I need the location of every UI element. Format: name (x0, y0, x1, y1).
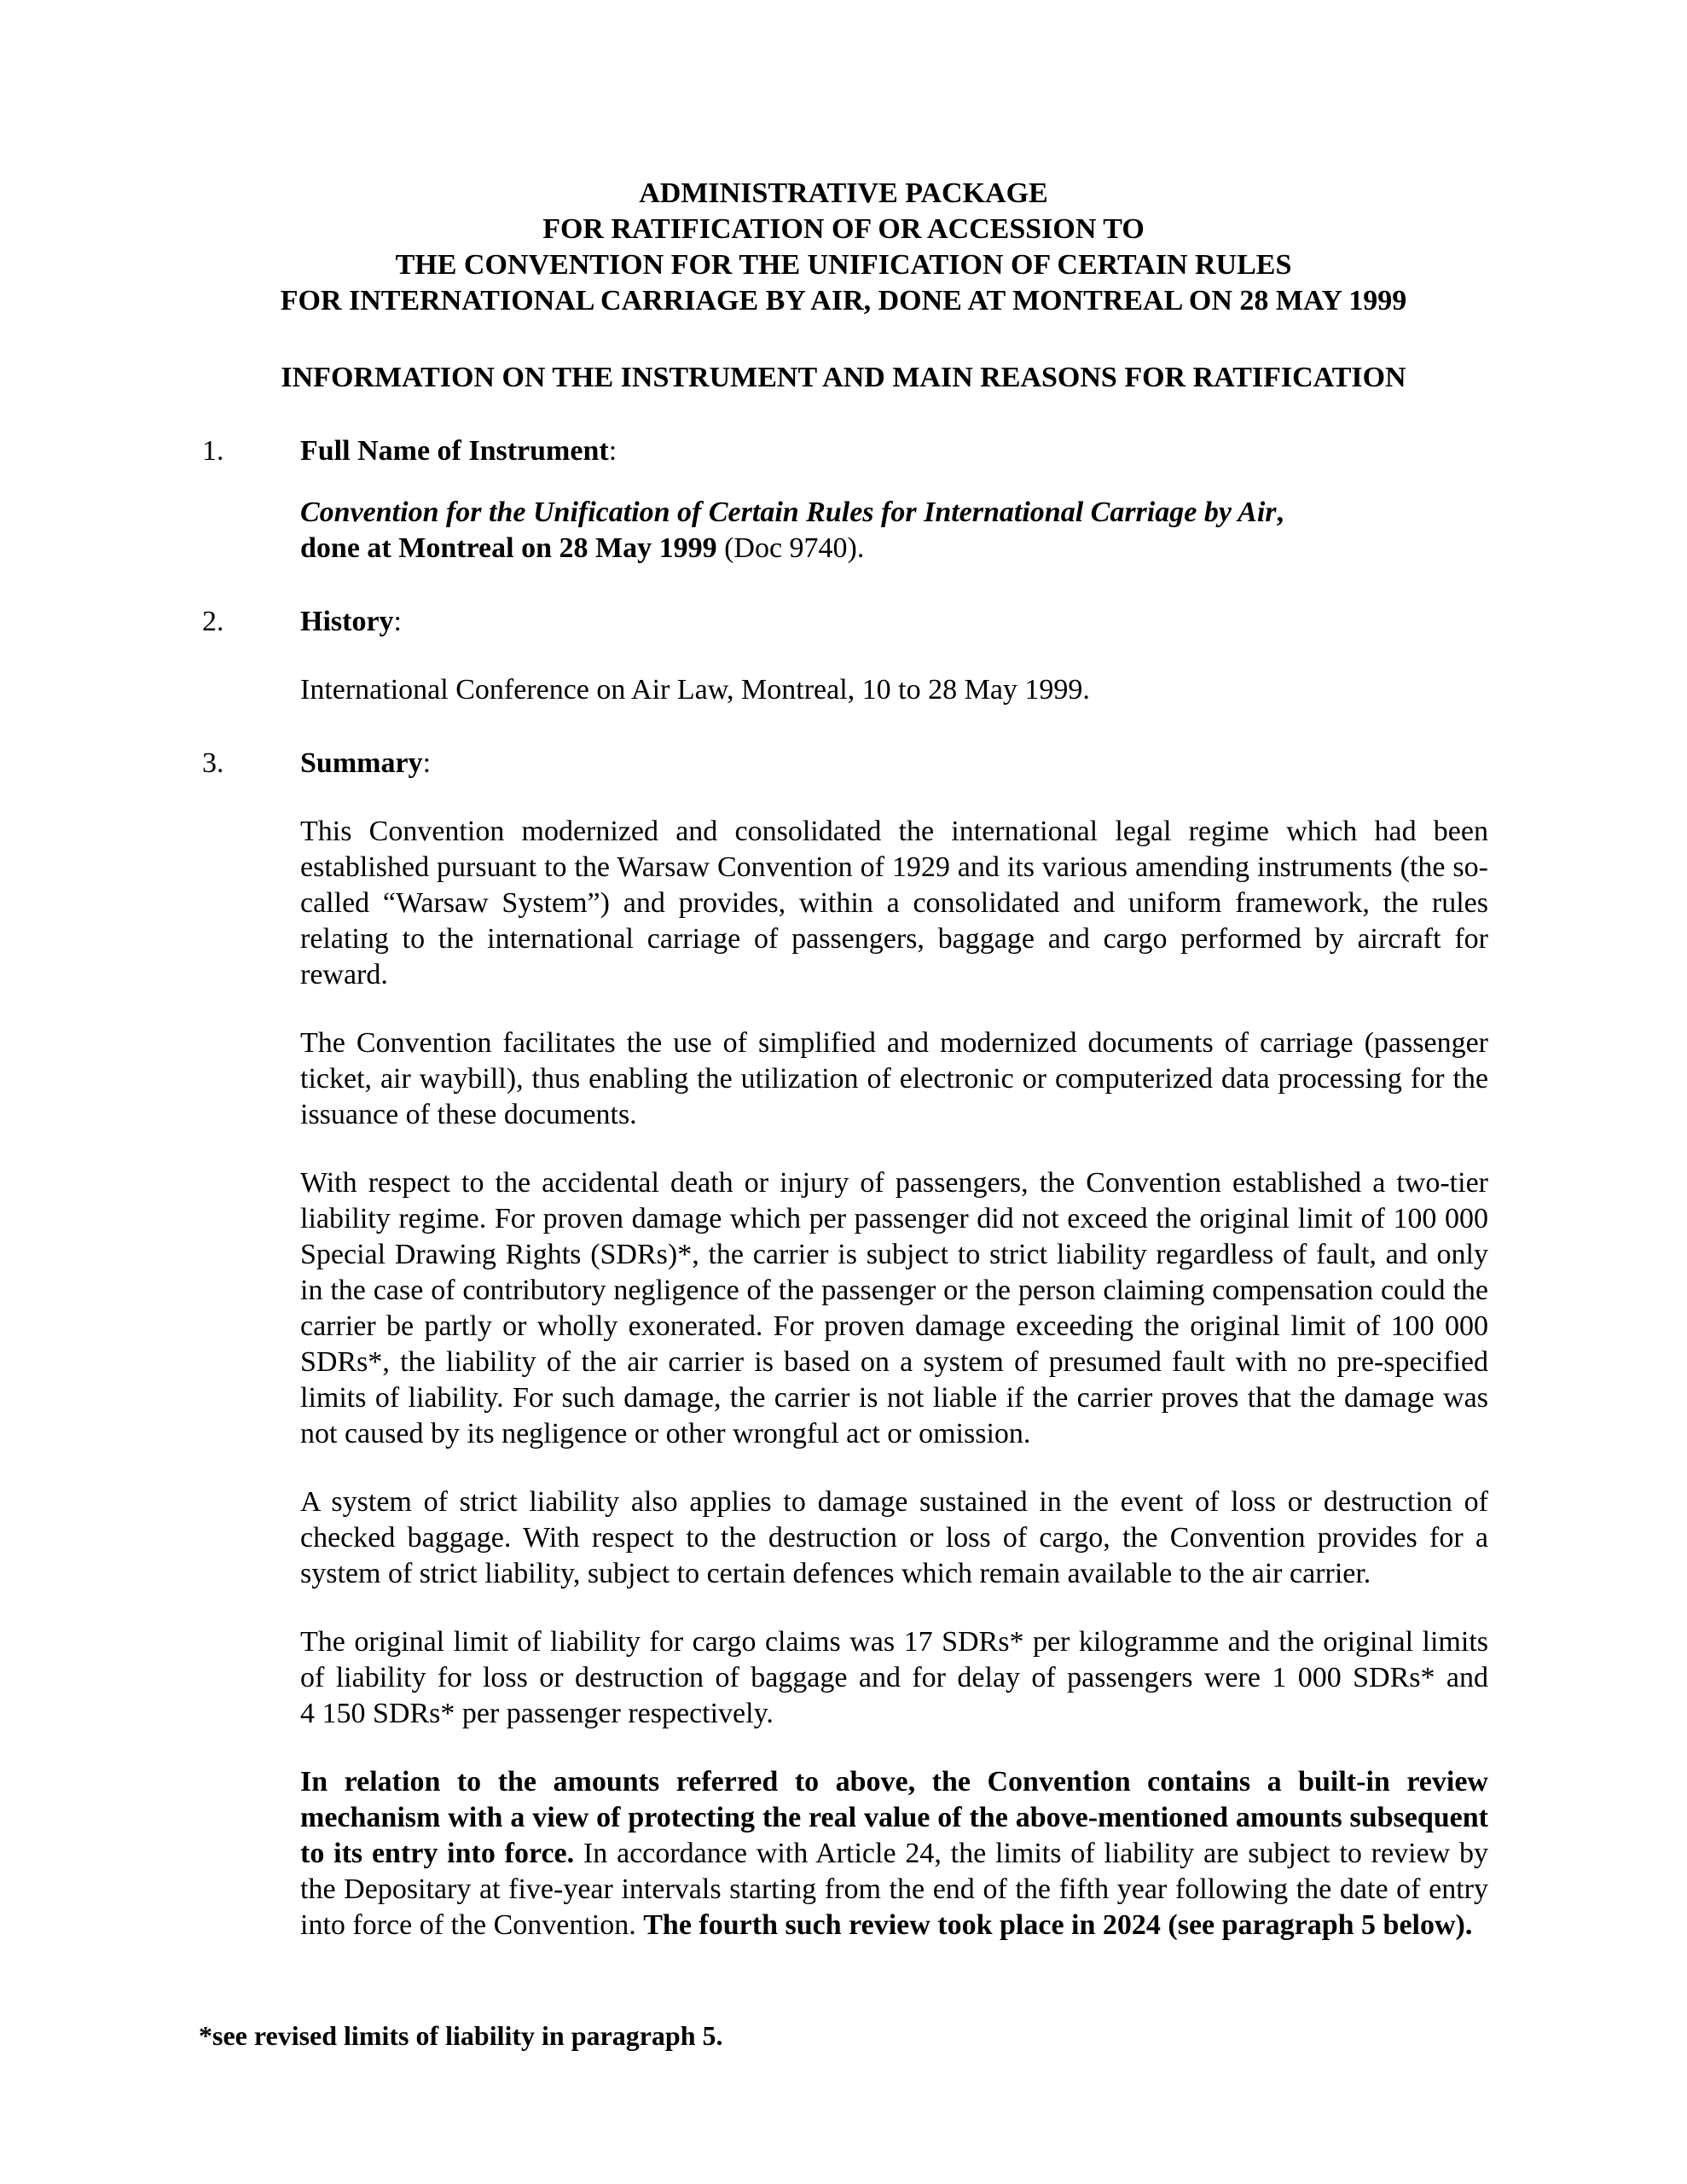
instrument-name-italic: Convention for the Unification of Certain Rules for International Carriage by Air (300, 497, 1277, 528)
instrument-name-comma: , (1276, 497, 1284, 528)
document-title (0, 0, 1687, 319)
instrument-name-line-2 (300, 531, 1488, 566)
summary-paragraph-4: A system of strict liability also applies to damage sustained in the event of loss or destruction of checked baggage. With respect to the destruction or loss of cargo, the Convention provides for a system of strict liability, subject to certain defences which remain available to the air carrier. (300, 1486, 1488, 1589)
section-3-heading (202, 746, 1488, 781)
fourth-review-bold-text: The fourth such review took place in 2024 (see paragraph 5 below). (643, 1909, 1473, 1941)
history-paragraph: International Conference on Air Law, Montreal, 10 to 28 May 1999. (300, 674, 1090, 706)
document-subtitle: INFORMATION ON THE INSTRUMENT AND MAIN REASONS FOR RATIFICATION (281, 362, 1406, 393)
section-2-title: History (300, 606, 394, 637)
section-1-number: 1. (202, 435, 224, 467)
summary-paragraph-1: This Convention modernized and consolidated the international legal regime which had been established pursuant to the Warsaw Convention of 1929 and its various amending instruments (the so-called “Warsaw System”) and provides, within a consolidated and uniform framework, the rules relating to the international carriage of passengers, baggage and cargo performed by aircraft for reward. (300, 816, 1488, 990)
review-mechanism-regular-text: In accordance with Article 24, the limits of liability are subject to review by the Depositary at five-year intervals starting from the end of the fifth year following the date of entry into force of the Convention. (300, 1838, 1488, 1941)
section-1-colon: : (608, 435, 617, 467)
footnote: *see revised limits of liability in paragraph 5. (199, 2020, 723, 2051)
section-3-number: 3. (202, 747, 224, 779)
title-line-4: FOR INTERNATIONAL CARRIAGE BY AIR, DONE AT MONTREAL ON 28 MAY 1999 (280, 285, 1407, 317)
section-1-title: Full Name of Instrument (300, 435, 609, 467)
title-line-2: FOR RATIFICATION OF OR ACCESSION TO (542, 213, 1145, 245)
section-3-title: Summary (300, 747, 423, 779)
instrument-doc-ref: (Doc 9740). (716, 532, 865, 564)
section-1-heading (202, 433, 1488, 469)
summary-paragraph-5: The original limit of liability for cargo claims was 17 SDRs* per kilogramme and the original limits of liability for loss or destruction of baggage and for delay of passengers were 1 000 SDRs* and 4 150 SDRs* per passenger respectively. (300, 1626, 1488, 1729)
section-2-heading (202, 604, 1488, 640)
instrument-name-paragraph (300, 495, 1488, 566)
section-2-number: 2. (202, 606, 224, 637)
title-line-3: THE CONVENTION FOR THE UNIFICATION OF CERTAIN RULES (395, 249, 1292, 281)
summary-paragraph-3: With respect to the accidental death or injury of passengers, the Convention established a two-tier liability regime. For proven damage which per passenger did not exceed the original limit of 100 000 Special Drawing Rights (SDRs)*, the carrier is subject to strict liability regardless of fault, and only in the case of contributory negligence of the passenger or the person claiming compensation could the carrier be partly or wholly exonerated. For proven damage exceeding the original limit of 100 000 SDRs*, the liability of the air carrier is based on a system of presumed fault with no pre-specified limits of liability. For such damage, the carrier is not liable if the carrier proves that the damage was not caused by its negligence or other wrongful act or omission. (300, 1167, 1488, 1449)
section-3-colon: : (422, 747, 432, 779)
summary-paragraph-2: The Convention facilitates the use of simplified and modernized documents of carriage (passenger ticket, air waybill), thus enabling the utilization of electronic or computerized data processing for the issuance of these documents. (300, 1027, 1488, 1130)
title-line-1: ADMINISTRATIVE PACKAGE (639, 177, 1048, 209)
instrument-date-bold: done at Montreal on 28 May 1999 (300, 532, 717, 564)
section-2-colon: : (393, 606, 402, 637)
summary-paragraph-6 (300, 1764, 1488, 1943)
review-mechanism-bold-text: In relation to the amounts referred to above, the Convention contains a built-in review mechanism with a view of protecting the real value of the above-mentioned amounts subsequent to its entry into force. (300, 1766, 1488, 1869)
instrument-name-line-1 (300, 495, 1488, 531)
